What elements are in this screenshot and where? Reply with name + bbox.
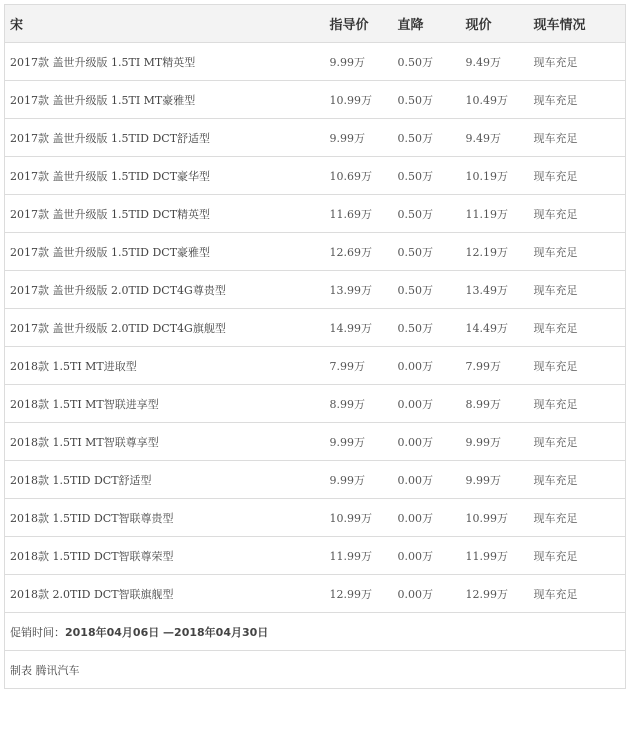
discount-cell: 0.00万	[393, 385, 461, 423]
stock-cell: 现车充足	[529, 347, 626, 385]
credit-row	[5, 651, 626, 689]
discount-cell: 0.50万	[393, 43, 461, 81]
discount-cell: 0.50万	[393, 157, 461, 195]
table-row	[5, 385, 626, 423]
guide-price-cell: 10.69万	[325, 157, 393, 195]
discount-cell: 0.50万	[393, 233, 461, 271]
table-footer	[5, 613, 626, 689]
model-cell: 2018款 1.5TI MT智联进享型	[5, 385, 325, 423]
model-cell: 2017款 盖世升级版 1.5TID DCT舒适型	[5, 119, 325, 157]
stock-cell: 现车充足	[529, 461, 626, 499]
current-price-cell: 10.19万	[461, 157, 529, 195]
current-price-cell: 9.49万	[461, 119, 529, 157]
table-row	[5, 157, 626, 195]
current-price-cell: 10.99万	[461, 499, 529, 537]
model-cell: 2018款 1.5TI MT进取型	[5, 347, 325, 385]
guide-price-cell: 14.99万	[325, 309, 393, 347]
stock-cell: 现车充足	[529, 195, 626, 233]
stock-cell: 现车充足	[529, 233, 626, 271]
table-row	[5, 43, 626, 81]
guide-price-cell: 9.99万	[325, 43, 393, 81]
table-row	[5, 271, 626, 309]
stock-cell: 现车充足	[529, 499, 626, 537]
model-cell: 2018款 1.5TID DCT智联尊贵型	[5, 499, 325, 537]
current-price-cell: 12.99万	[461, 575, 529, 613]
guide-price-cell: 9.99万	[325, 119, 393, 157]
current-price-cell: 9.99万	[461, 461, 529, 499]
promo-dates: 2018年04月06日 —2018年04月30日	[65, 625, 269, 639]
guide-price-cell: 9.99万	[325, 461, 393, 499]
stock-cell: 现车充足	[529, 43, 626, 81]
table-row	[5, 537, 626, 575]
table-row	[5, 575, 626, 613]
guide-price-cell: 7.99万	[325, 347, 393, 385]
stock-cell: 现车充足	[529, 157, 626, 195]
table-body	[5, 43, 626, 613]
table-row	[5, 309, 626, 347]
current-price-cell: 8.99万	[461, 385, 529, 423]
current-price-cell: 12.19万	[461, 233, 529, 271]
guide-price-cell: 8.99万	[325, 385, 393, 423]
table-header-row	[5, 5, 626, 43]
model-cell: 2018款 1.5TI MT智联尊享型	[5, 423, 325, 461]
model-cell: 2018款 2.0TID DCT智联旗舰型	[5, 575, 325, 613]
current-price-cell: 9.99万	[461, 423, 529, 461]
promo-label: 促销时间：	[10, 625, 65, 639]
guide-price-cell: 11.99万	[325, 537, 393, 575]
model-cell: 2017款 盖世升级版 1.5TID DCT豪华型	[5, 157, 325, 195]
header-guide-price: 指导价	[325, 5, 393, 43]
stock-cell: 现车充足	[529, 81, 626, 119]
discount-cell: 0.00万	[393, 537, 461, 575]
guide-price-cell: 11.69万	[325, 195, 393, 233]
current-price-cell: 9.49万	[461, 43, 529, 81]
stock-cell: 现车充足	[529, 119, 626, 157]
guide-price-cell: 13.99万	[325, 271, 393, 309]
table-row	[5, 423, 626, 461]
table-row	[5, 119, 626, 157]
table-row	[5, 461, 626, 499]
model-cell: 2017款 盖世升级版 1.5TI MT精英型	[5, 43, 325, 81]
model-cell: 2017款 盖世升级版 2.0TID DCT4G旗舰型	[5, 309, 325, 347]
model-cell: 2018款 1.5TID DCT舒适型	[5, 461, 325, 499]
discount-cell: 0.00万	[393, 499, 461, 537]
current-price-cell: 10.49万	[461, 81, 529, 119]
table-row	[5, 195, 626, 233]
discount-cell: 0.00万	[393, 461, 461, 499]
guide-price-cell: 9.99万	[325, 423, 393, 461]
header-stock: 现车情况	[529, 5, 626, 43]
table-row	[5, 81, 626, 119]
model-cell: 2018款 1.5TID DCT智联尊荣型	[5, 537, 325, 575]
header-model: 宋	[5, 5, 325, 43]
header-discount: 直降	[393, 5, 461, 43]
model-cell: 2017款 盖世升级版 1.5TID DCT精英型	[5, 195, 325, 233]
current-price-cell: 11.19万	[461, 195, 529, 233]
table-row	[5, 233, 626, 271]
model-cell: 2017款 盖世升级版 1.5TID DCT豪雅型	[5, 233, 325, 271]
current-price-cell: 11.99万	[461, 537, 529, 575]
current-price-cell: 14.49万	[461, 309, 529, 347]
stock-cell: 现车充足	[529, 423, 626, 461]
stock-cell: 现车充足	[529, 309, 626, 347]
current-price-cell: 7.99万	[461, 347, 529, 385]
discount-cell: 0.00万	[393, 347, 461, 385]
discount-cell: 0.50万	[393, 81, 461, 119]
price-table	[4, 4, 626, 689]
guide-price-cell: 10.99万	[325, 81, 393, 119]
table-row	[5, 499, 626, 537]
credit-cell: 制表 腾讯汽车	[5, 651, 626, 689]
discount-cell: 0.00万	[393, 423, 461, 461]
guide-price-cell: 10.99万	[325, 499, 393, 537]
guide-price-cell: 12.99万	[325, 575, 393, 613]
promo-cell	[5, 613, 626, 651]
stock-cell: 现车充足	[529, 271, 626, 309]
current-price-cell: 13.49万	[461, 271, 529, 309]
model-cell: 2017款 盖世升级版 2.0TID DCT4G尊贵型	[5, 271, 325, 309]
guide-price-cell: 12.69万	[325, 233, 393, 271]
discount-cell: 0.50万	[393, 309, 461, 347]
model-cell: 2017款 盖世升级版 1.5TI MT豪雅型	[5, 81, 325, 119]
discount-cell: 0.00万	[393, 575, 461, 613]
header-current-price: 现价	[461, 5, 529, 43]
discount-cell: 0.50万	[393, 195, 461, 233]
stock-cell: 现车充足	[529, 385, 626, 423]
discount-cell: 0.50万	[393, 119, 461, 157]
stock-cell: 现车充足	[529, 575, 626, 613]
promo-row	[5, 613, 626, 651]
discount-cell: 0.50万	[393, 271, 461, 309]
table-row	[5, 347, 626, 385]
stock-cell: 现车充足	[529, 537, 626, 575]
